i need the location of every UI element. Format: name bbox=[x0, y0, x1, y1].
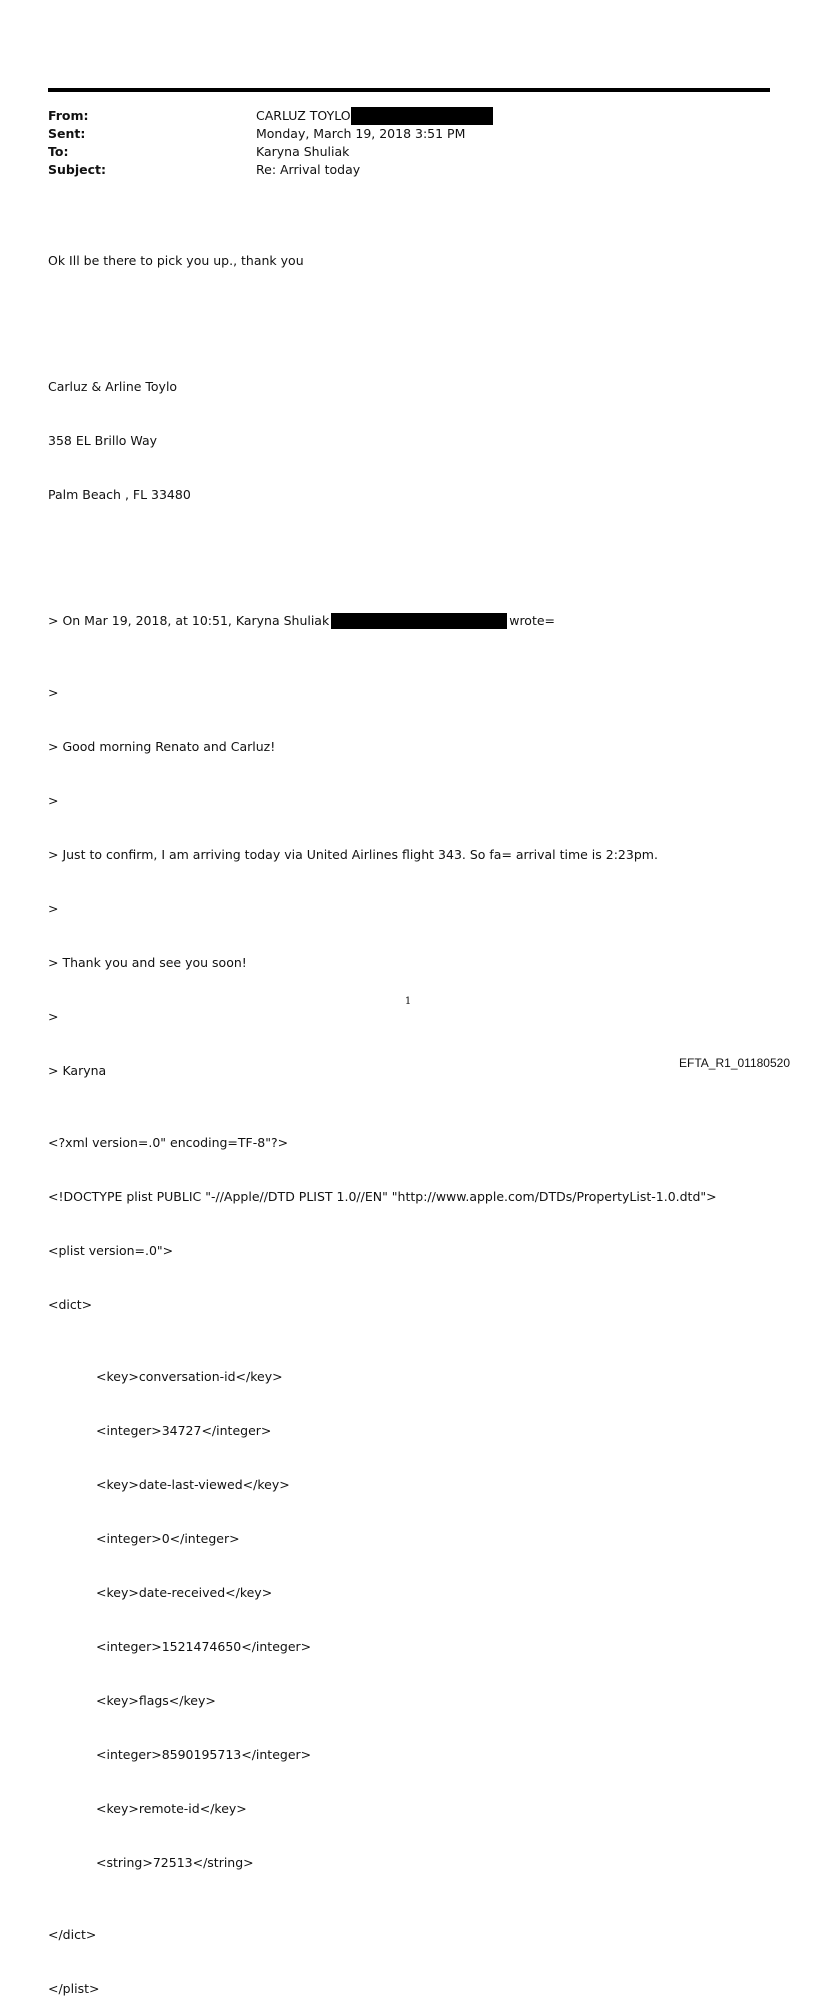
plist-dict-line: <integer>8590195713</integer> bbox=[96, 1747, 312, 1762]
quoted-line: > Thank you and see you soon! bbox=[48, 955, 247, 970]
plist-dict-line: <key>date-last-viewed</key> bbox=[96, 1477, 290, 1492]
email-body bbox=[48, 216, 778, 2016]
spacer bbox=[48, 306, 778, 324]
quoted-line: > bbox=[48, 1009, 59, 1024]
to-row bbox=[48, 143, 748, 161]
plist-line: <plist version=.0"> bbox=[48, 1243, 174, 1258]
spacer bbox=[48, 540, 778, 558]
quoted-line: > Karyna bbox=[48, 1063, 107, 1078]
plist-dict-line: <key>date-received</key> bbox=[96, 1585, 273, 1600]
from-label: From: bbox=[48, 108, 89, 123]
redaction-box bbox=[351, 107, 493, 125]
plist-line: <?xml version=.0" encoding=TF-8"?> bbox=[48, 1135, 289, 1150]
plist-dict-line: <key>remote-id</key> bbox=[96, 1801, 247, 1816]
plist-dict-line: <key>conversation-id</key> bbox=[96, 1369, 283, 1384]
sent-label: Sent: bbox=[48, 126, 86, 141]
quoted-line: > Just to confirm, I am arriving today via United Airlines flight 343. So fa= arrival time is 2:23pm. bbox=[48, 847, 658, 862]
plist-dict-line: <integer>1521474650</integer> bbox=[96, 1639, 312, 1654]
from-row bbox=[48, 107, 748, 125]
plist-close-line: </dict> bbox=[48, 1927, 97, 1942]
header-rule bbox=[48, 88, 770, 92]
signature-line: Carluz & Arline Toylo bbox=[48, 379, 178, 394]
from-value: CARLUZ TOYLO bbox=[256, 108, 351, 123]
to-value: Karyna Shuliak bbox=[256, 144, 350, 159]
quote-suffix: wrote= bbox=[509, 613, 556, 628]
signature-line: 358 EL Brillo Way bbox=[48, 433, 158, 448]
redaction-box bbox=[331, 613, 507, 629]
subject-value: Re: Arrival today bbox=[256, 162, 361, 177]
to-label: To: bbox=[48, 144, 69, 159]
quoted-line: > bbox=[48, 793, 59, 808]
plist-dict-line: <string>72513</string> bbox=[96, 1855, 254, 1870]
email-header bbox=[48, 107, 748, 179]
plist-dict-line: <key>flags</key> bbox=[96, 1693, 216, 1708]
sent-value: Monday, March 19, 2018 3:51 PM bbox=[256, 126, 466, 141]
quote-prefix: > On Mar 19, 2018, at 10:51, Karyna Shuliak bbox=[48, 613, 330, 628]
reply-text: Ok Ill be there to pick you up., thank you bbox=[48, 253, 304, 268]
quoted-line: > bbox=[48, 685, 59, 700]
plist-close-line: </plist> bbox=[48, 1981, 100, 1996]
document-id: EFTA_R1_01180520 bbox=[679, 1056, 790, 1070]
subject-row bbox=[48, 161, 748, 179]
plist-dict-line: <integer>34727</integer> bbox=[96, 1423, 272, 1438]
subject-label: Subject: bbox=[48, 162, 106, 177]
plist-line: <!DOCTYPE plist PUBLIC "-//Apple//DTD PLIST 1.0//EN" "http://www.apple.com/DTDs/PropertyList-1.0.dtd"> bbox=[48, 1189, 717, 1204]
plist-dict-line: <integer>0</integer> bbox=[96, 1531, 240, 1546]
signature-line: Palm Beach , FL 33480 bbox=[48, 487, 191, 502]
quote-attribution bbox=[48, 612, 778, 630]
page-number: 1 bbox=[404, 996, 412, 1007]
from-value-wrap bbox=[256, 107, 493, 125]
quoted-line: > Good morning Renato and Carluz! bbox=[48, 739, 276, 754]
plist-line: <dict> bbox=[48, 1297, 93, 1312]
quoted-line: > bbox=[48, 901, 59, 916]
sent-row bbox=[48, 125, 748, 143]
